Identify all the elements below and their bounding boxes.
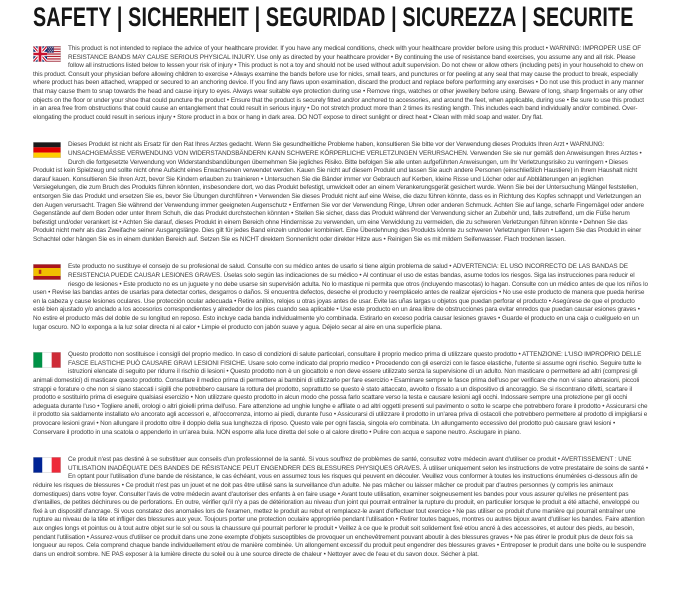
section-german bbox=[33, 141, 648, 244]
france-flag-icon bbox=[33, 457, 61, 473]
page-header bbox=[33, 2, 648, 32]
germany-flag-icon bbox=[33, 142, 61, 158]
section-english bbox=[33, 45, 648, 122]
page-title: SAFETY | SICHERHEIT | SEGURIDAD | SICUREZZA | SECURITE bbox=[33, 2, 634, 32]
safety-text-german: Dieses Produkt ist nicht als Ersatz für den Rat Ihres Arztes gedacht. Wenn Sie gesundheitliche Probleme haben, konsultieren Sie bitte vor der Verwendung dieses Produkts Ihren Arzt • WARNUNG: UNSACHGEMÄSSE VERWENDUNG VON WIDERSTANDSBÄNDERN KANN SCHWERE KÖRPERLICHE VERLETZUNGEN VERURSACHEN. Verwenden Sie sie nur gemäß den Anweisungen Ihres Arztes • Durch die fortgesetzte Verwendung von Widerstandsbandübungen übernehmen Sie jegliches Risiko. Bitte befolgen Sie alle unten aufgeführten Anweisungen, um Ihr Verletzungsrisiko zu verringern • Dieses Produkt ist kein Spielzeug und sollte nicht ohne Aufsicht eines Erwachsenen verwendet werden. Kauen Sie nicht auf diesem Produkt und lassen Sie auch andere Personen (einschließlich Haustiere) in Ihrem Haushalt nicht darauf kauen. Konsultieren Sie Ihren Arzt, bevor Sie Kindern erlauben zu trainieren • Untersuchen Sie die Bänder immer vor Gebrauch auf Kerben, kleine Risse und Löcher oder auf Abblätterungen an jeglichen Versiegelungen, die zum Bruch des Produkts führen könnten, insbesondere dort, wo das Produkt befestigt, umwickelt oder an einem Verankerungsgerät gesichert wurde. Wenn Sie bei der Untersuchung Mängel feststellen, entsorgen Sie das Produkt und ersetzen Sie es, bevor Sie Übungen durchführen • Verwenden Sie dieses Produkt nicht auf eine Weise, die dazu führen könnte, dass es in Richtung des Kopfes schnappt und Verletzungen an den Augen verursacht. Tragen Sie während der Verwendung immer geeigneten Augenschutz • Entfernen Sie vor der Verwendung Ringe, Uhren oder anderen Schmuck. Achten Sie auf lange, scharfe Fingernägel oder andere Gegenstände auf dem Boden oder unter Ihrem Schuh, die das Produkt durchstechen könnten • Stellen Sie sicher, dass das Produkt während der Verwendung sicher an Zubehör und, falls zutreffend, um die Füße herum befestigt und/oder verankert ist • Achten Sie darauf, dieses Produkt in einem Bereich ohne Hindernisse zu verwenden, um eine Verwicklung zu vermeiden, die zu schweren Verletzungen führen könnte • Dehnen Sie das Produkt nicht mehr als das Zweifache seiner Ausgangslänge. Dies gilt für jedes Band einzeln und/oder kombiniert. Eine Überdehnung des Produkts könnte zu schweren Verletzungen führen • Lagern Sie das Produkt in einer Schachtel oder hängen Sie es in einem dunklen Bereich auf. Setzen Sie es NICHT direktem Sonnenlicht oder direkter Hitze aus • Reinigen Sie es mit mildem Seifenwasser. Flach trocknen lassen. bbox=[33, 141, 644, 243]
uk-us-flag-icon bbox=[33, 46, 61, 62]
section-italian bbox=[33, 351, 648, 437]
spain-flag-icon bbox=[33, 264, 61, 280]
section-french bbox=[33, 456, 648, 559]
safety-text-english: This product is not intended to replace the advice of your healthcare provider. If you have any medical conditions, check with your healthcare provider before using this product • WARNING: IMPROPER USE OF RESISTANCE BANDS MAY CAUSE SERIOUS PHYSICAL INJURY. Use only as directed by your healthcare provider • By continuing the use of resistance band exercises, you assume any and all risk. Please follow all instructions listed below to lessen your risk of injury • This product is not a toy and should not be used without adult supervision. Do not chew or allow others (including pets) in your household to chew on this product. Consult your physician before allowing children to exercise • Always examine the bands before use for nicks, small tears, and punctures or for peeling at any seal that may cause the product to break, especially where product has been attached, wrapped or secured to an anchoring device. If you find any flaws upon examination, discard the product and replace before performing any exercises • Do not use this product in any manner that may cause them to snap towards the head and cause injury to eyes. Always wear suitable eye protection during use • Remove rings, watches or other jewellery before using. Beware of long, sharp fingernails or any other objects on the floor or under your shoe that could puncture the product • Ensure that the product is securely fitted and/or anchored to accessories, and around the feet, when applicable, during use • Be sure to use this product in an area free from obstructions that could cause an entanglement that could result in serious injury • Do not stretch product more than 2 times its resting length. This includes each band individually and/or combined. Over-elongating the product could result in serious injury • Store product in a box or hang in dark area. DO NOT expose to direct sunlight or direct heat • Clean with mild soap and water. Dry flat. bbox=[33, 45, 644, 121]
safety-text-italian: Questo prodotto non sostituisce i consigli del proprio medico. In caso di condizioni di salute particolari, consultare il proprio medico prima di utilizzare questo prodotto • ATTENZIONE: L'USO IMPROPRIO DELLE FASCE ELASTICHE PUÒ CAUSARE GRAVI LESIONI FISICHE. Usare solo come indicato dal proprio medico • Procedendo con gli esercizi con le fasce elastiche, l'utente si assume ogni rischio. Seguire tutte le istruzioni elencate di seguito per ridurre il rischio di lesioni • Questo prodotto non è un giocattolo e non deve essere utilizzato senza la supervisione di un adulto. Non masticare o permettere ad altri (compresi gli animali domestici) di masticare questo prodotto. Consultare il medico prima di permettere ai bambini di utilizzarlo per fare esercizio • Esaminare sempre le fasce prima dell'uso per verificare che non vi siano abrasioni, piccoli strappi e forature o che non si siano staccati i sigilli che potrebbero causare la rottura del prodotto, soprattutto se questo è stato attaccato, avvolto o fissato a un dispositivo di ancoraggio. Se si riscontrano difetti, scartare il prodotto e sostituirlo prima di eseguire qualsiasi esercizio • Non utilizzare questo prodotto in alcun modo che possa farlo scattare verso la testa e causare lesioni agli occhi. Indossare sempre una protezione per gli occhi adeguata durante l'uso • Togliere anelli, orologi o altri gioielli prima dell'uso. Fare attenzione ad unghie lunghe e affilate o ad altri oggetti presenti sul pavimento o sotto le scarpe che potrebbero forare il prodotto • Assicurarsi che il prodotto sia saldamente installato e/o ancorato agli accessori e, all'occorrenza, intorno ai piedi, durante l'uso • Assicurarsi di utilizzare il prodotto in un'area priva di ostacoli che potrebbero permettere al prodotto di impigliarsi e provocare lesioni gravi • Non allungare il prodotto oltre il doppio della sua lunghezza di riposo. Questo vale per ogni fascia, singola e/o combinata. Un allungamento eccessivo del prodotto può causare gravi lesioni • Conservare il prodotto in una scatola o appenderlo in un'area buia. NON esporre alla luce diretta del sole o al calore diretto • Pulire con acqua e sapone neutro. Asciugare in piano. bbox=[33, 351, 648, 436]
safety-text-french: Ce produit n'est pas destiné à se substituer aux conseils d'un professionnel de la santé. Si vous souffrez de problèmes de santé, consultez votre médecin avant d'utiliser ce produit • AVERTISSEMENT : UNE UTILISATION INADÉQUATE DES BANDES DE RÉSISTANCE PEUT ENGENDRER DES BLESSURES PHYSIQUES GRAVES. À utiliser uniquement selon les instructions de votre prestataire de soins de santé • En optant pour l'utilisation d'une bande de résistance, le cas échéant, vous en assumez tous les risques qui peuvent en découler. Veuillez vous conformer à toutes les instructions énumérées ci-dessous afin de réduire les risques de blessures • Ce produit n'est pas un jouet et ne doit pas être utilisé sans la surveillance d'un adulte. Ne pas mâcher ou laisser mâcher ce produit par d'autres personnes (y compris les animaux domestiques) dans votre foyer. Consulter l'avis de votre médecin avant d'autoriser des enfants à en faire usage • Avant toute utilisation, examiner soigneusement les bandes pour vous assurer qu'elles ne présentent pas d'entailles, de petites déchirures ou de perforations. En outre, vérifier qu'il n'y a pas de détérioration au niveau d'un joint qui pourrait entraîner la rupture du produit, en particulier lorsque le produit a été attaché, enveloppé ou fixé à un dispositif d'ancrage. Si vous constatez des anomalies lors de l'examen, mettez le produit au rebut et remplacez-le avant d'effectuer tout exercice • Ne pas utiliser ce produit d'une manière qui pourrait entraîner une rupture au niveau de la tête et infliger des blessures aux yeux. Toujours porter une protection oculaire appropriée pendant l'utilisation • Retirer toutes bagues, montres ou autres bijoux avant d'utiliser les bandes. Faire attention aux ongles longs et pointus ou à tout autre objet sur le sol ou sous la chaussure qui pourrait perforer le produit • Veillez à ce que le produit soit solidement fixé et/ou ancré à des accessoires, et autour des pieds, au besoin, pendant l'utilisation • Assurez-vous d'utiliser ce produit dans une zone exempte d'objets susceptibles de provoquer un enchevêtrement pouvant aboutir à des blessures graves • Ne pas étirer le produit plus de deux fois sa longueur au repos. Cela comprend chaque bande individuellement et/ou de manière combinée. Un allongement excessif du produit peut engendrer des blessures graves • Entreposer le produit dans une boîte ou le suspendre dans un endroit sombre. NE PAS exposer à la lumière directe du soleil ou à une source directe de chaleur • Nettoyer avec de l'eau et du savon doux. Sécher à plat. bbox=[33, 456, 648, 558]
italy-flag-icon bbox=[33, 352, 61, 368]
safety-text-spanish: Este producto no sustituye el consejo de su profesional de salud. Consulte con su médico antes de usarlo si tiene algún problema de salud • ADVERTENCIA: EL USO INCORRECTO DE LAS BANDAS DE RESISTENCIA PUEDE CAUSAR LESIONES GRAVES. Úselas solo según las indicaciones de su médico • Al continuar el uso de estas bandas, asume todos los riesgos. Siga las instrucciones para reducir el riesgo de lesiones • Este producto no es un juguete y no debe usarse sin supervisión adulta. No lo mastique ni permita que otros (incluyendo mascotas) lo hagan. Consulte con un médico antes de que los niños lo usen • Revise las bandas antes de usarlas para detectar cortes, desgarros o daños. Si encuentra defectos, deseche el producto y reemplácelo antes de realizar ejercicios • No use este producto de manera que pueda herirse en la cabeza y cause lesiones oculares. Use protección ocular adecuada • Retire anillos, relojes u otras joyas antes de usar. Evite las uñas largas u objetos que puedan perforar el producto • Asegúrese de que el producto esté bien ajustado y/o anclado a los accesorios correspondientes y alrededor de los pies cuando sea aplicable • Use este producto en un área libre de obstrucciones para evitar enredos que puedan causar esiones graves • No estire el producto más del doble de su longitud en reposo. Esto incluye cada banda individualmente y/o combinada. Estirarlo en exceso podría causar lesiones graves • Guarde el producto en una caja o cuélguelo en un lugar oscuro. NO lo exponga a la luz solar directa ni al calor • Limpie el producto con jabón suave y agua. Déjelo secar al aire en una superficie plana. bbox=[33, 263, 648, 331]
section-spanish bbox=[33, 263, 648, 332]
